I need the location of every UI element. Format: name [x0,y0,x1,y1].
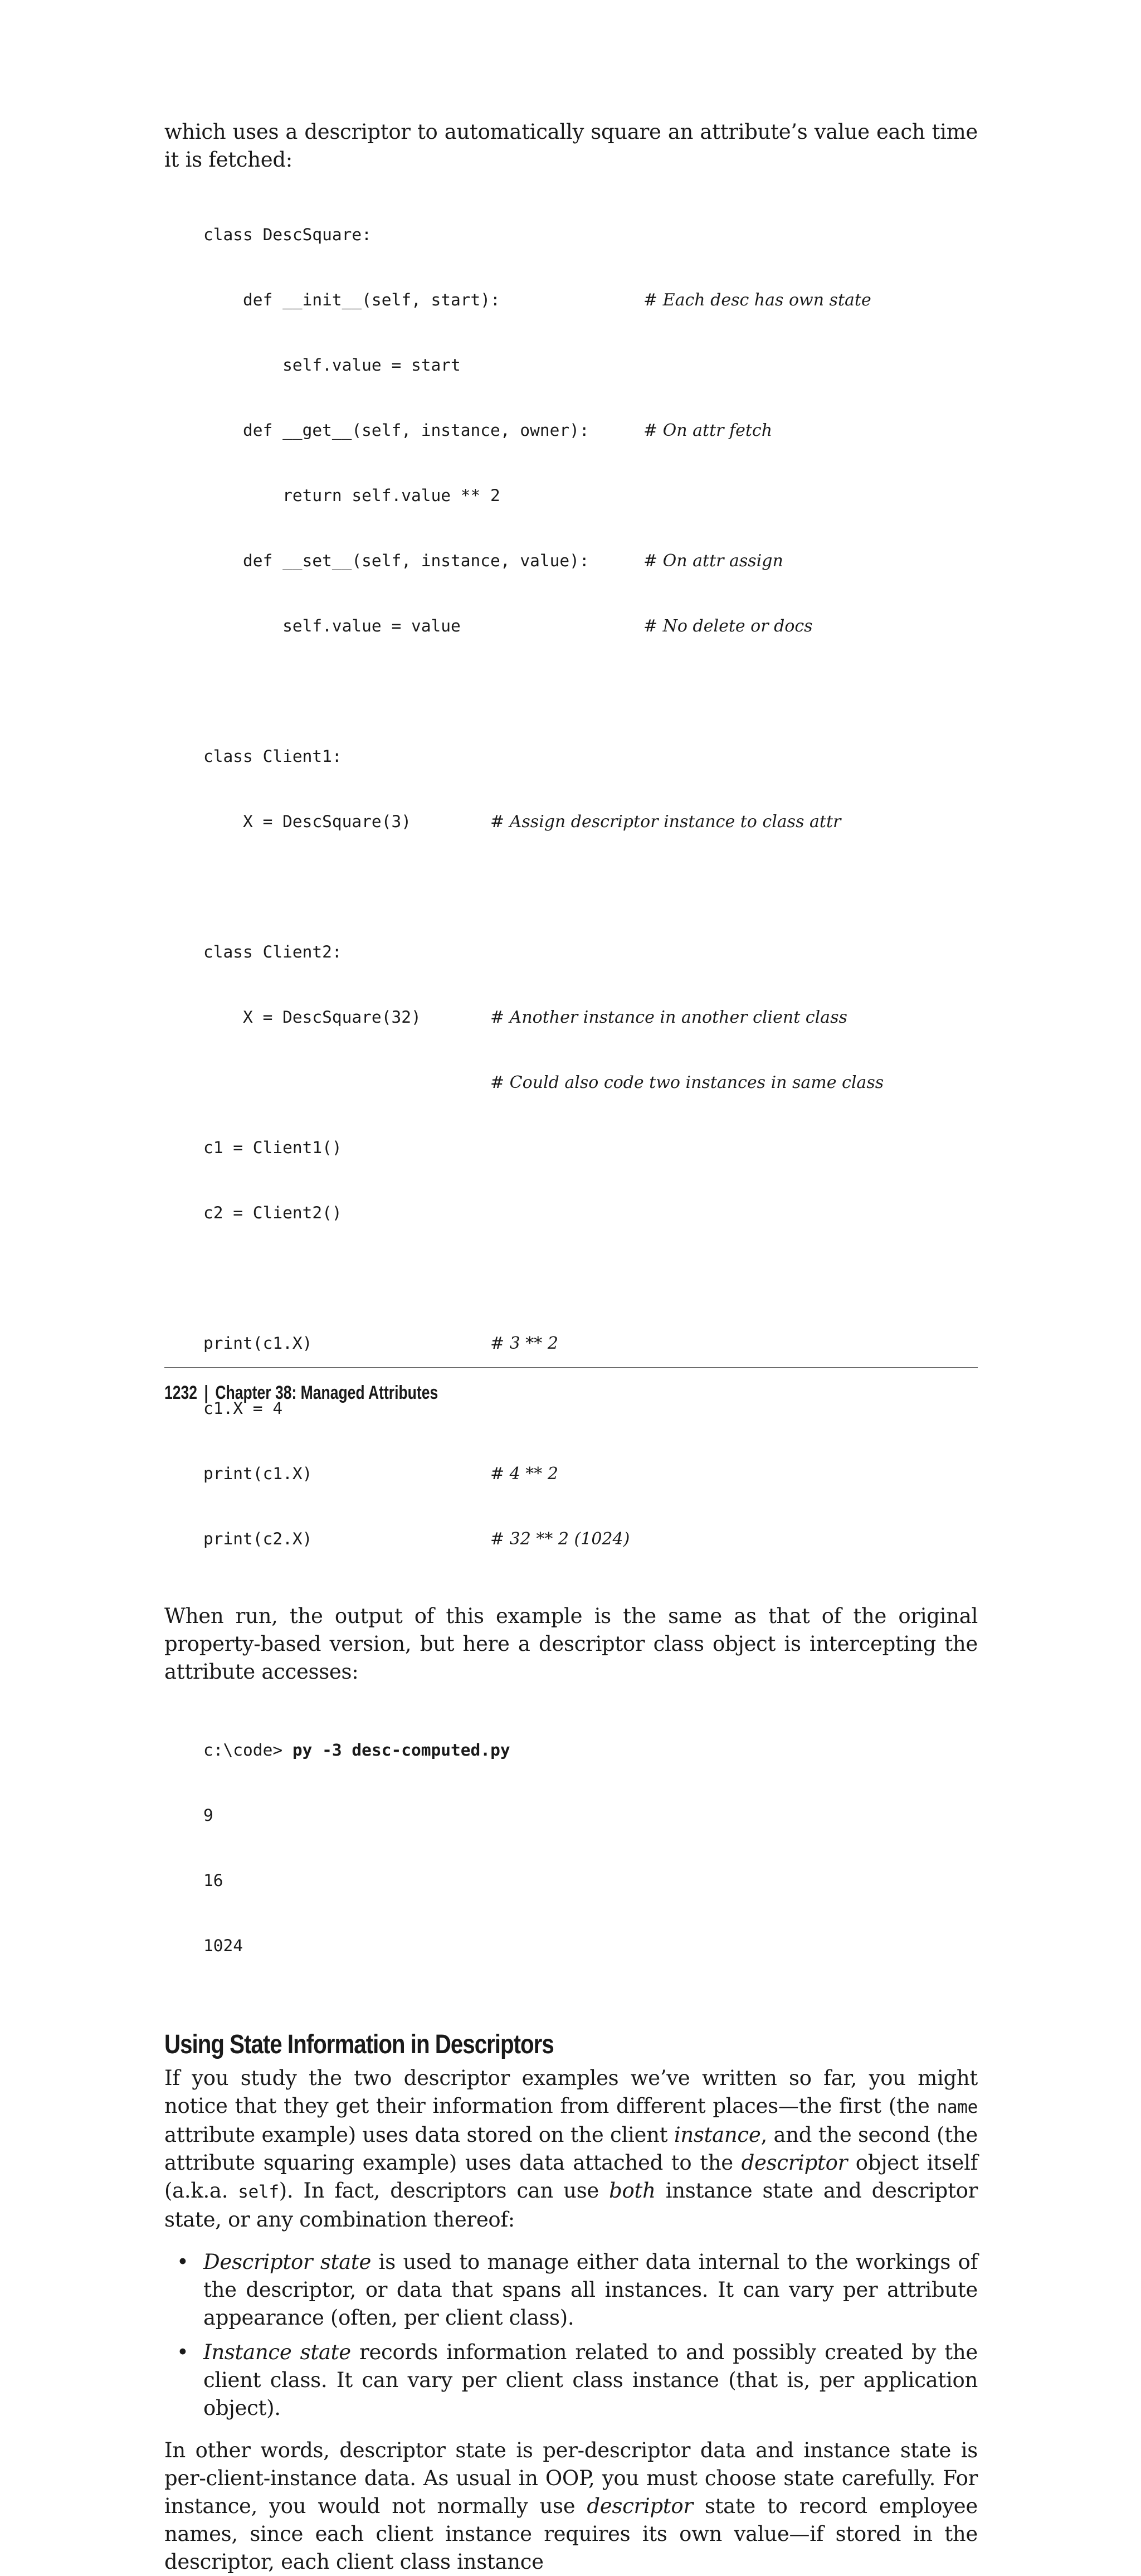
console-output [164,1696,978,2000]
code-blank-line [203,1267,978,1289]
code-blank-line [203,876,978,898]
code-comment: # Each desc has own state [643,290,871,310]
page-body [164,118,978,2576]
code-line: c1.X = 4 [203,1399,283,1418]
code-comment: # 3 ** 2 [490,1334,558,1353]
code-comment: # 32 ** 2 (1024) [490,1529,630,1549]
code-line [203,1072,978,1093]
code-line: X = DescSquare(3) # Assign descriptor instance to class attr [203,812,841,832]
code-line: return self.value ** 2 [203,486,500,505]
inline-code-name: name [937,2097,978,2117]
final-paragraph: In other words, descriptor state is per-descriptor data and instance state is per-client-instance data. As usual in OOP, you must choose state carefully. For instance, you would not normally use descriptor state to record employee names, since each client instance requires its own value—if stored in the descriptor, each client class instance [164,2438,978,2574]
code-comment: # On attr assign [643,551,783,571]
code-line: def __set__(self, instance, value): # On attr assign [203,551,783,571]
emphasis-instance: instance [674,2123,761,2147]
bullet-icon: • [177,2250,189,2274]
page-number: 1232 [164,1382,197,1403]
code-line: def __init__(self, start): # Each desc has own state [203,290,871,310]
console-output-line: 9 [203,1806,213,1825]
code-comment: # 4 ** 2 [490,1464,558,1484]
code-line: self.value = value # No delete or docs [203,616,813,636]
emphasis-descriptor: descriptor [587,2494,693,2518]
code-blank-line [203,681,978,702]
code-comment: # Assign descriptor instance to class attr [490,812,841,832]
emphasis-both: both [609,2179,656,2203]
footer-text [164,1382,438,1404]
code-comment: # Could also code two instances in same class [490,1073,884,1092]
code-line: self.value = start [203,356,461,375]
bullet-icon: • [177,2340,189,2364]
code-line: class Client1: [203,747,342,766]
page-footer [164,1367,978,1403]
code-line: def __get__(self, instance, owner): # On attr fetch [203,421,773,440]
emphasis-descriptor: descriptor [741,2151,847,2175]
code-example-desc-square [164,181,978,1593]
console-output-line: 1024 [203,1936,243,1955]
code-line: X = DescSquare(32) # Another instance in another client class [203,1008,847,1027]
intro-paragraph: which uses a descriptor to automatically square an attribute’s value each time it is fetched: [164,120,978,172]
code-comment: # No delete or docs [643,616,813,636]
code-line: c2 = Client2() [203,1203,342,1222]
code-line: c1 = Client1() [203,1138,342,1157]
code-line: print(c2.X) # 32 ** 2 (1024) [203,1529,630,1549]
list-item: • Instance state records information related to and possibly created by the client class. It can vary per client class instance (that is, per application object). [164,2339,978,2422]
code-line: class Client2: [203,942,342,961]
console-output-line: 16 [203,1871,223,1890]
footer-separator: | [204,1382,208,1403]
code-line: print(c1.X) # 3 ** 2 [203,1334,558,1353]
console-prompt: c:\code> [203,1741,292,1760]
code-comment: # Another instance in another client class [490,1008,847,1027]
state-paragraph: If you study the two descriptor examples we’ve written so far, you might notice that they get their information from different places—the first (the name attribute example) uses data stored on the client instance, and the second (the attribute squaring example) uses data attached to the descriptor object itself (a.k.a. self). In fact, descriptors can use both instance state and descriptor state, or any combination thereof: [164,2066,978,2232]
console-command-line [203,1739,978,1761]
run-output-paragraph: When run, the output of this example is the same as that of the original property-based version, but here a descriptor class object is intercepting the attribute accesses: [164,1604,978,1684]
code-comment: # On attr fetch [643,421,773,440]
console-command: py -3 desc-computed.py [292,1741,510,1760]
code-line: class DescSquare: [203,225,372,244]
chapter-title: Chapter 38: Managed Attributes [215,1382,438,1403]
list-item: • Descriptor state is used to manage either data internal to the workings of the descriptor, or data that spans all instances. It can vary per attribute appearance (often, per client class). [164,2248,978,2332]
inline-code-self: self [238,2182,279,2202]
state-bullet-list [164,2248,978,2422]
code-line: print(c1.X) # 4 ** 2 [203,1464,558,1484]
section-heading: Using State Information in Descriptors [164,2030,554,2059]
